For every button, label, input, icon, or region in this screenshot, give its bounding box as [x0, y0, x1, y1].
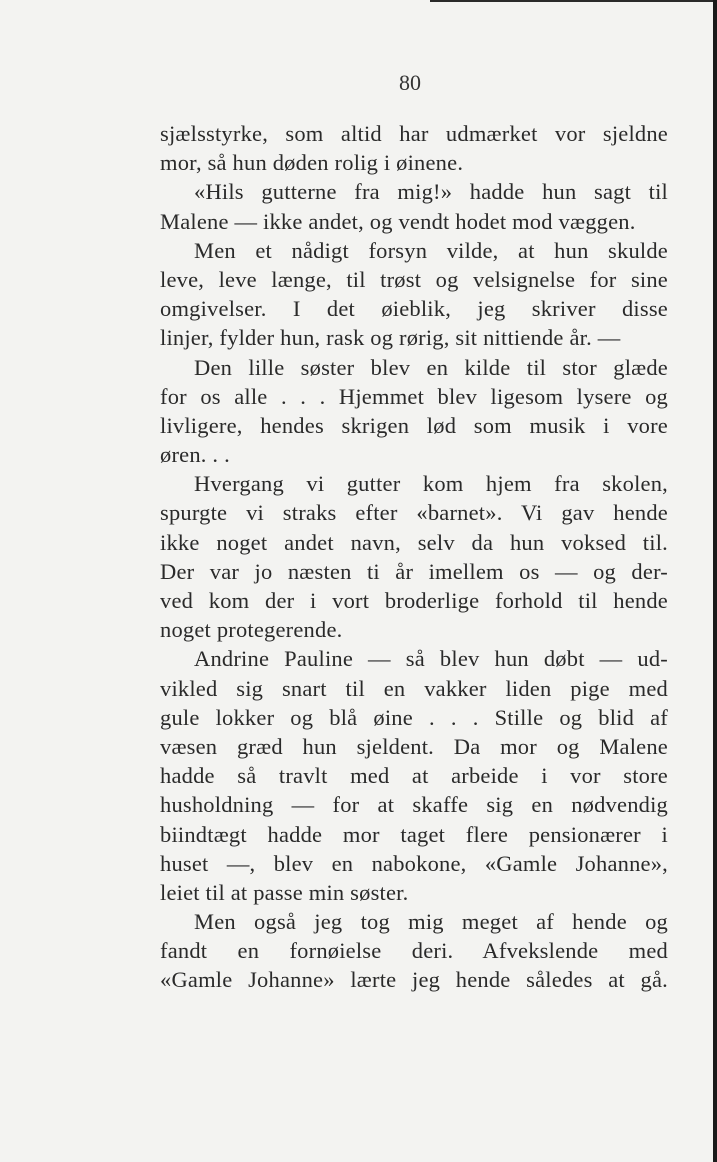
text-line: fandt en fornøielse deri. Afvekslende med [160, 938, 668, 964]
scan-right-edge [713, 0, 717, 1162]
body-text [160, 119, 668, 995]
text-line: huset —, blev en nabokone, «Gamle Johanne», [160, 850, 668, 876]
text-line: livligere, hendes skrigen lød som musik i vore [160, 412, 668, 438]
text-line: «Hils gutterne fra mig!» hadde hun sagt til [194, 179, 668, 205]
text-line: Men et nådigt forsyn vilde, at hun skulde [194, 237, 668, 263]
text-line: Andrine Pauline — så blev hun døbt — ud- [194, 646, 668, 672]
text-line: hadde så travlt med at arbeide i vor store [160, 763, 668, 789]
text-line: Malene — ikke andet, og vendt hodet mod væggen. [160, 208, 636, 234]
text-line: omgivelser. I det øieblik, jeg skriver disse [160, 296, 668, 322]
text-line: ikke noget andet navn, selv da hun voksed til. [160, 529, 668, 555]
text-line: mor, så hun døden rolig i øinene. [160, 150, 464, 176]
page-number: 80 [399, 70, 421, 95]
scan-top-edge [430, 0, 717, 2]
text-line: «Gamle Johanne» lærte jeg hende således at gå. [160, 967, 668, 993]
text-line: Der var jo næsten ti år imellem os — og der- [160, 558, 668, 584]
text-line: væsen græd hun sjeldent. Da mor og Malene [160, 733, 668, 759]
text-line: for os alle . . . Hjemmet blev ligesom lysere og [160, 383, 668, 409]
text-line: Den lille søster blev en kilde til stor glæde [194, 354, 668, 380]
text-line: biindtægt hadde mor taget flere pensionærer i [160, 821, 668, 847]
text-line: gule lokker og blå øine . . . Stille og blid af [160, 704, 668, 730]
text-line: vikled sig snart til en vakker liden pige med [160, 675, 668, 701]
text-line: øren. . . [160, 442, 230, 468]
text-line: leve, leve længe, til trøst og velsignelse for sine [160, 266, 668, 292]
text-line: husholdning — for at skaffe sig en nødvendig [160, 792, 668, 818]
text-line: noget protegerende. [160, 617, 343, 643]
text-line: Men også jeg tog mig meget af hende og [194, 909, 668, 935]
text-line: spurgte vi straks efter «barnet». Vi gav hende [160, 500, 668, 526]
text-line: leiet til at passe min søster. [160, 879, 409, 905]
text-line: Hvergang vi gutter kom hjem fra skolen, [194, 471, 668, 497]
text-line: linjer, fylder hun, rask og rørig, sit nittiende år. — [160, 325, 621, 351]
text-line: sjælsstyrke, som altid har udmærket vor sjeldne [160, 121, 668, 146]
text-line: ved kom der i vort broderlige forhold til hende [160, 588, 668, 613]
